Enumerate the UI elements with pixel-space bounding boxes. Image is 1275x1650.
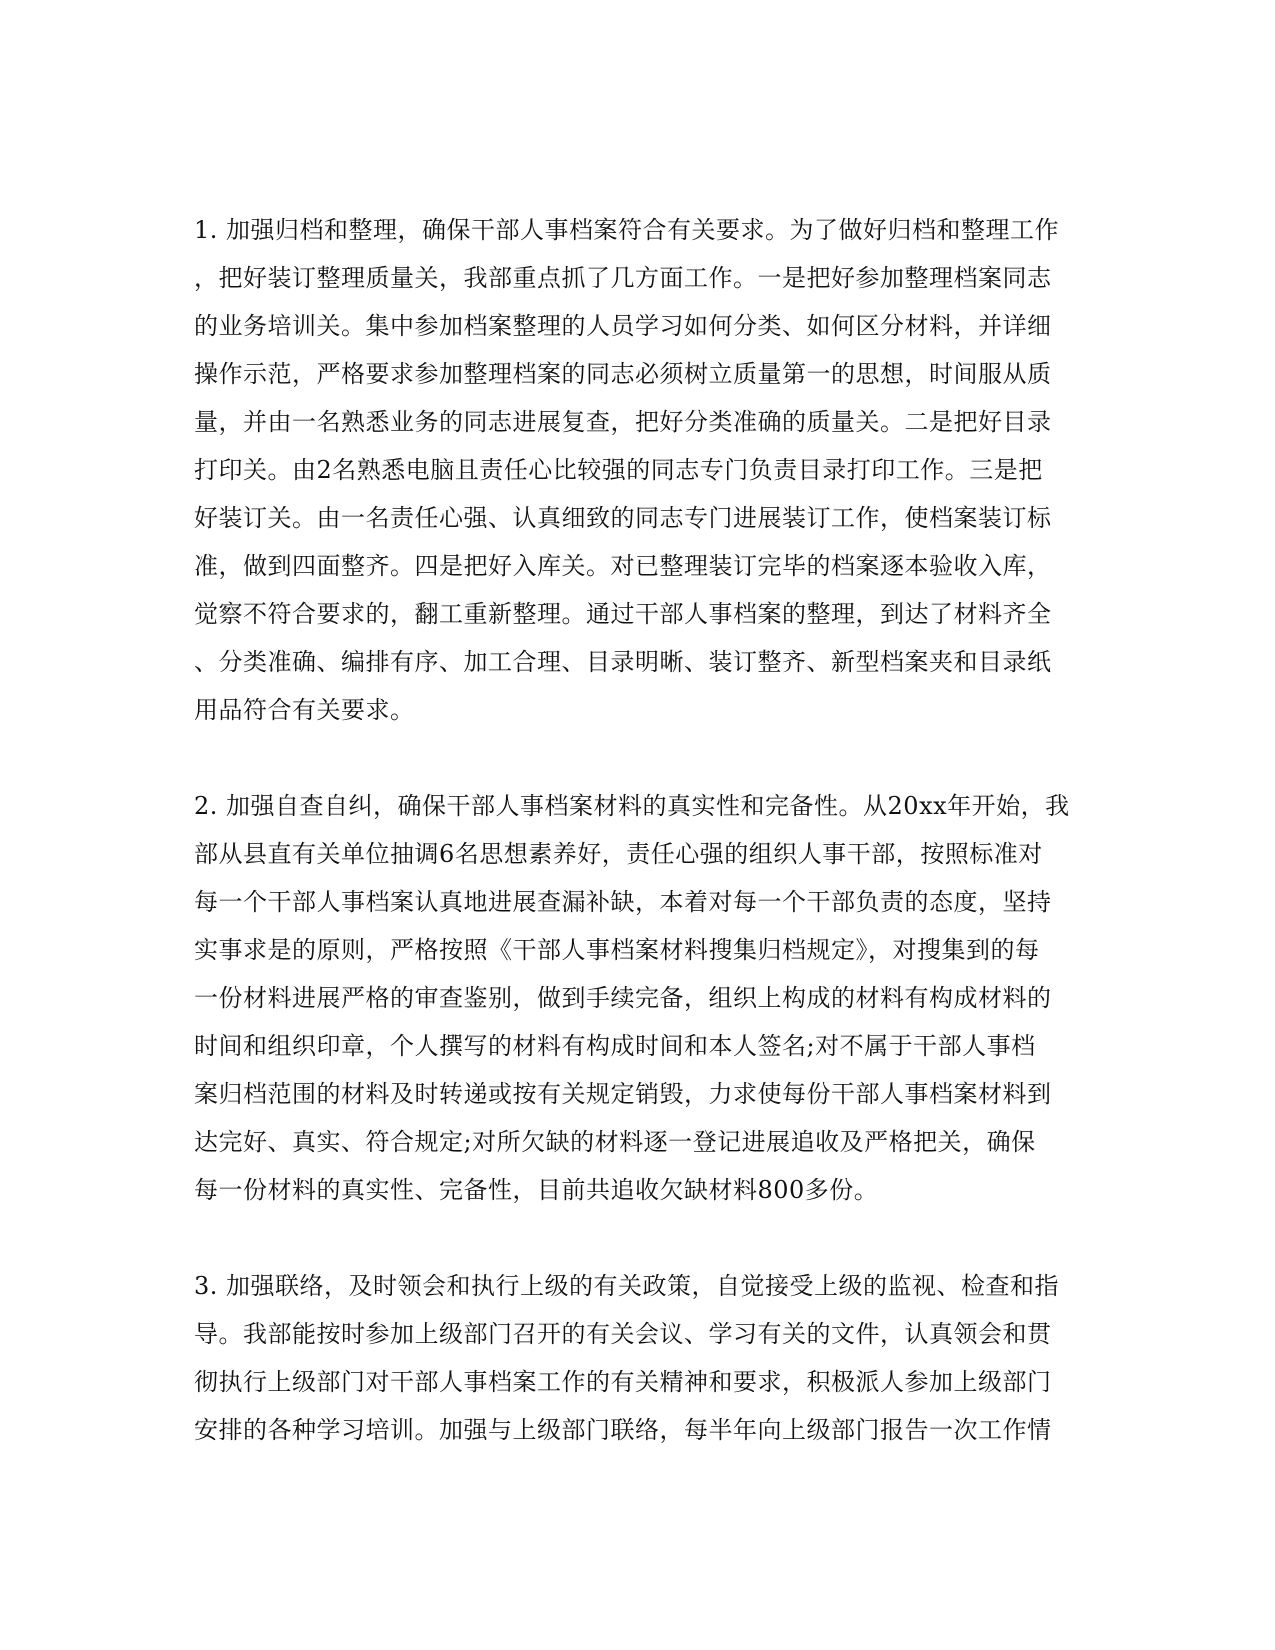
paragraph-line: 好装订关。由一名责任心强、认真细致的同志专门进展装订工作，使档案装订标 [194, 504, 1052, 532]
paragraph-line: 达完好、真实、符合规定;对所欠缺的材料逐一登记进展追收及严格把关，确保 [194, 1128, 1036, 1156]
paragraph-line: 2. 加强自查自纠，确保干部人事档案材料的真实性和完备性。从20xx年开始，我 [194, 792, 1070, 820]
paragraph-line: 案归档范围的材料及时转递或按有关规定销毁，力求使每份干部人事档案材料到 [194, 1080, 1052, 1108]
paragraph-line: 实事求是的原则，严格按照《干部人事档案材料搜集归档规定》，对搜集到的每 [194, 936, 1040, 964]
paragraph-3 [194, 1262, 1074, 1454]
paragraph-2 [194, 782, 1074, 1214]
paragraph-line: 导。我部能按时参加上级部门召开的有关会议、学习有关的文件，认真领会和贯 [194, 1320, 1052, 1348]
document-body [194, 206, 1074, 1454]
paragraph-line: 安排的各种学习培训。加强与上级部门联络，每半年向上级部门报告一次工作情 [194, 1416, 1052, 1444]
paragraph-line: 用品符合有关要求。 [194, 696, 415, 724]
paragraph-line: 的业务培训关。集中参加档案整理的人员学习如何分类、如何区分材料，并详细 [194, 312, 1052, 340]
paragraph-line: 3. 加强联络，及时领会和执行上级的有关政策，自觉接受上级的监视、检查和指 [194, 1272, 1060, 1300]
paragraph-line: 1. 加强归档和整理，确保干部人事档案符合有关要求。为了做好归档和整理工作 [194, 216, 1060, 244]
paragraph-line: 、分类准确、编排有序、加工合理、目录明晰、装订整齐、新型档案夹和目录纸 [194, 648, 1052, 676]
paragraph-1 [194, 206, 1074, 734]
paragraph-line: 每一份材料的真实性、完备性，目前共追收欠缺材料800多份。 [194, 1176, 879, 1204]
paragraph-line: 部从县直有关单位抽调6名思想素养好，责任心强的组织人事干部，按照标准对 [194, 840, 1043, 868]
paragraph-line: ，把好装订整理质量关，我部重点抓了几方面工作。一是把好参加整理档案同志 [194, 264, 1052, 292]
paragraph-line: 打印关。由2名熟悉电脑且责任心比较强的同志专门负责目录打印工作。三是把 [194, 456, 1043, 484]
paragraph-line: 时间和组织印章，个人撰写的材料有构成时间和本人签名;对不属于干部人事档 [194, 1032, 1036, 1060]
paragraph-line: 彻执行上级部门对干部人事档案工作的有关精神和要求，积极派人参加上级部门 [194, 1368, 1052, 1396]
paragraph-line: 量，并由一名熟悉业务的同志进展复查，把好分类准确的质量关。二是把好目录 [194, 408, 1052, 436]
paragraph-line: 觉察不符合要求的，翻工重新整理。通过干部人事档案的整理，到达了材料齐全 [194, 600, 1052, 628]
paragraph-line: 每一个干部人事档案认真地进展查漏补缺，本着对每一个干部负责的态度，坚持 [194, 888, 1052, 916]
paragraph-line: 准，做到四面整齐。四是把好入库关。对已整理装订完毕的档案逐本验收入库， [194, 552, 1052, 580]
paragraph-line: 一份材料进展严格的审查鉴别，做到手续完备，组织上构成的材料有构成材料的 [194, 984, 1052, 1012]
paragraph-line: 操作示范，严格要求参加整理档案的同志必须树立质量第一的思想，时间服从质 [194, 360, 1052, 388]
